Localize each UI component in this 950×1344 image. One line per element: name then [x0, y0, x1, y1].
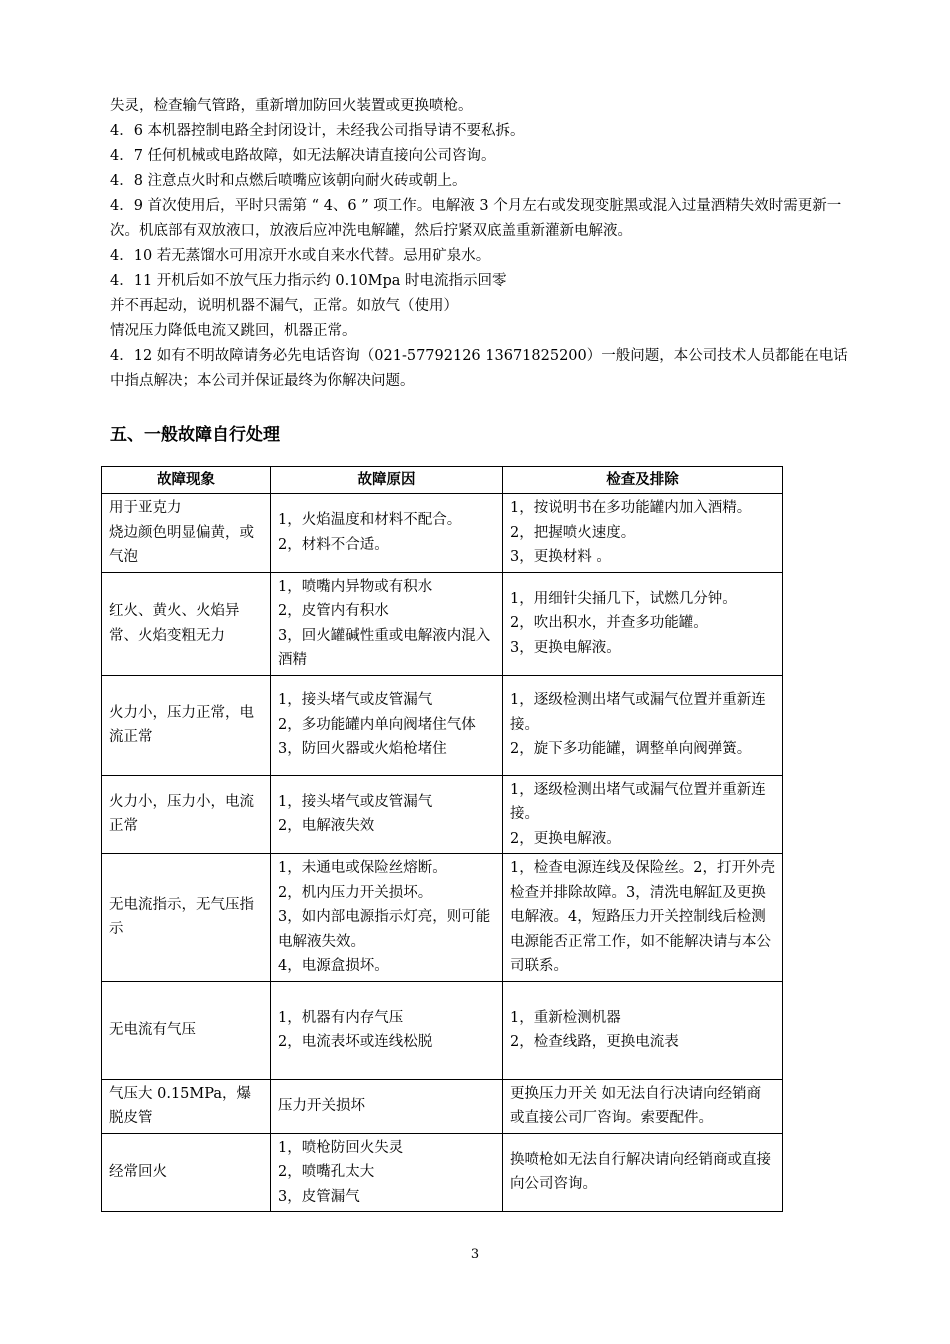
cell-text: 2，吹出积水，并查多功能罐。 — [510, 615, 708, 632]
intro-line: 4．10 若无蒸馏水可用凉开水或自来水代替。忌用矿泉水。 — [110, 248, 491, 264]
cell-text: 1，重新检测机器 — [510, 1009, 621, 1026]
header-symptom: 故障现象 — [102, 467, 271, 494]
intro-line: 情况压力降低电流又跳回，机器正常。 — [110, 323, 357, 339]
cell-text: 2，电流表坏或连线松脱 — [278, 1034, 433, 1050]
symptom-cell — [102, 494, 271, 573]
cell-text: 用于亚克力 — [109, 500, 182, 516]
cause-cell — [271, 775, 503, 854]
cell-text: 气压大 0.15MPa，爆脱皮管 — [109, 1085, 251, 1126]
cause-cell — [271, 981, 503, 1079]
fix-cell — [503, 1079, 783, 1133]
cell-text: 1，用细针尖捅几下，试燃几分钟。 — [510, 590, 737, 607]
cell-text: 1，检查电源连线及保险丝。2，打开外壳检查并排除故障。3，清洗电解缸及更换电解液。4，短路压力开关控制线后检测电源能否正常工作，如不能解决请与本公司联系。 — [510, 860, 775, 974]
table-row — [102, 494, 783, 573]
cause-cell — [271, 494, 503, 573]
table-row — [102, 775, 783, 854]
cell-text: 2，皮管内有积水 — [278, 603, 389, 619]
intro-line: 4．7 任何机械或电路故障，如无法解决请直接向公司咨询。 — [110, 148, 496, 164]
fix-cell — [503, 775, 783, 854]
cell-text: 2，喷嘴孔太大 — [278, 1164, 375, 1180]
fix-cell — [503, 854, 783, 982]
table-row — [102, 572, 783, 675]
header-cause: 故障原因 — [271, 467, 503, 494]
cell-text: 2，材料不合适。 — [278, 536, 389, 553]
table-row — [102, 675, 783, 775]
cell-text: 2，把握喷火速度。 — [510, 524, 636, 541]
symptom-cell — [102, 572, 271, 675]
cell-text: 1，喷嘴内异物或有积水 — [278, 578, 433, 595]
cell-text: 1，逐级检测出堵气或漏气位置并重新连接。 — [510, 692, 766, 733]
intro-line: 4．8 注意点火时和点燃后喷嘴应该朝向耐火砖或朝上。 — [110, 173, 467, 189]
symptom-cell — [102, 775, 271, 854]
fix-cell — [503, 981, 783, 1079]
cell-text: 无电流有气压 — [109, 1021, 196, 1038]
cell-text: 1，接头堵气或皮管漏气 — [278, 793, 433, 810]
cell-text: 2，机内压力开关损坏。 — [278, 884, 433, 901]
header-fix: 检查及排除 — [503, 467, 783, 494]
cell-text: 1，喷枪防回火失灵 — [278, 1139, 404, 1156]
cell-text: 无电流指示，无气压指示 — [109, 896, 254, 938]
symptom-cell — [102, 1079, 271, 1133]
cause-cell — [271, 1079, 503, 1133]
cell-text: 3，更换电解液。 — [510, 639, 621, 656]
cell-text: 3，回火罐碱性重或电解液内混入酒精 — [278, 627, 491, 668]
intro-line: 4．12 如有不明故障请务必先电话咨询（021-57792126 13671825200）一般问题，本公司技术人员都能在电话中指点解决；本公司并保证最终为你解决问题。 — [110, 348, 848, 389]
cell-text: 1，接头堵气或皮管漏气 — [278, 692, 433, 709]
table-row — [102, 1079, 783, 1133]
intro-line: 4．11 开机后如不放气压力指示约 0.10Mpa 时电流指示回零 — [110, 273, 507, 289]
table-header-row — [102, 467, 783, 494]
page-number: 3 — [470, 1247, 480, 1262]
table-row — [102, 1133, 783, 1212]
cell-text: 3，如内部电源指示灯亮，则可能电解液失效。 — [278, 909, 491, 950]
cell-text: 3，皮管漏气 — [278, 1188, 360, 1205]
cell-text: 更换压力开关 如无法自行决请向经销商或直接公司厂咨询。索要配件。 — [510, 1085, 762, 1126]
cell-text: 1，火焰温度和材料不配合。 — [278, 512, 462, 529]
cell-text: 2，电解液失效 — [278, 818, 375, 835]
cell-text: 3，防回火器或火焰枪堵住 — [278, 741, 447, 758]
table-row — [102, 854, 783, 982]
fault-table — [101, 466, 783, 1212]
cell-text: 1，逐级检测出堵气或漏气位置并重新连接。 — [510, 781, 766, 822]
cell-text: 1，未通电或保险丝熔断。 — [278, 860, 447, 876]
symptom-cell — [102, 1133, 271, 1212]
intro-line: 4．6 本机器控制电路全封闭设计，未经我公司指导请不要私拆。 — [110, 123, 525, 139]
cause-cell — [271, 1133, 503, 1212]
fix-cell — [503, 494, 783, 573]
intro-text — [110, 94, 850, 394]
cause-cell — [271, 572, 503, 675]
cell-text: 火力小，压力小，电流正常 — [109, 793, 254, 835]
intro-line: 4．9 首次使用后，平时只需第 “ 4、6 ” 项工作。电解液 3 个月左右或发现变脏黑或混入过量酒精失效时需更新一次。机底部有双放液口，放液后应冲洗电解罐，然后拧紧双底盖重新灌新电解液。 — [110, 198, 842, 239]
symptom-cell — [102, 854, 271, 982]
cell-text: 4，电源盒损坏。 — [278, 958, 389, 974]
fix-cell — [503, 675, 783, 775]
cell-text: 火力小，压力正常，电流正常 — [109, 704, 254, 745]
intro-line: 失灵，检查输气管路，重新增加防回火装置或更换喷枪。 — [110, 98, 473, 114]
cell-text: 2，旋下多功能罐，调整单向阀弹簧。 — [510, 741, 752, 758]
section-title: 五、一般故障自行处理 — [110, 425, 280, 445]
cause-cell — [271, 675, 503, 775]
cell-text: 3，更换材料 。 — [510, 549, 611, 565]
cell-text: 经常回火 — [109, 1164, 167, 1180]
cell-text: 2，更换电解液。 — [510, 830, 621, 847]
cell-text: 1，按说明书在多功能罐内加入酒精。 — [510, 500, 752, 516]
cell-text: 2，检查线路，更换电流表 — [510, 1034, 679, 1050]
cause-cell — [271, 854, 503, 982]
symptom-cell — [102, 675, 271, 775]
cell-text: 1，机器有内存气压 — [278, 1009, 404, 1026]
table-row — [102, 981, 783, 1079]
cell-text: 压力开关损坏 — [278, 1097, 365, 1114]
fix-cell — [503, 572, 783, 675]
cell-text: 2，多功能罐内单向阀堵住气体 — [278, 716, 476, 733]
intro-line: 并不再起动，说明机器不漏气，正常。如放气（使用） — [110, 298, 458, 314]
fix-cell — [503, 1133, 783, 1212]
cell-text: 烧边颜色明显偏黄，或气泡 — [109, 524, 254, 565]
cell-text: 换喷枪如无法自行解决请向经销商或直接向公司咨询。 — [510, 1151, 771, 1193]
cell-text: 红火、黄火、火焰异常、火焰变粗无力 — [109, 603, 240, 644]
symptom-cell — [102, 981, 271, 1079]
